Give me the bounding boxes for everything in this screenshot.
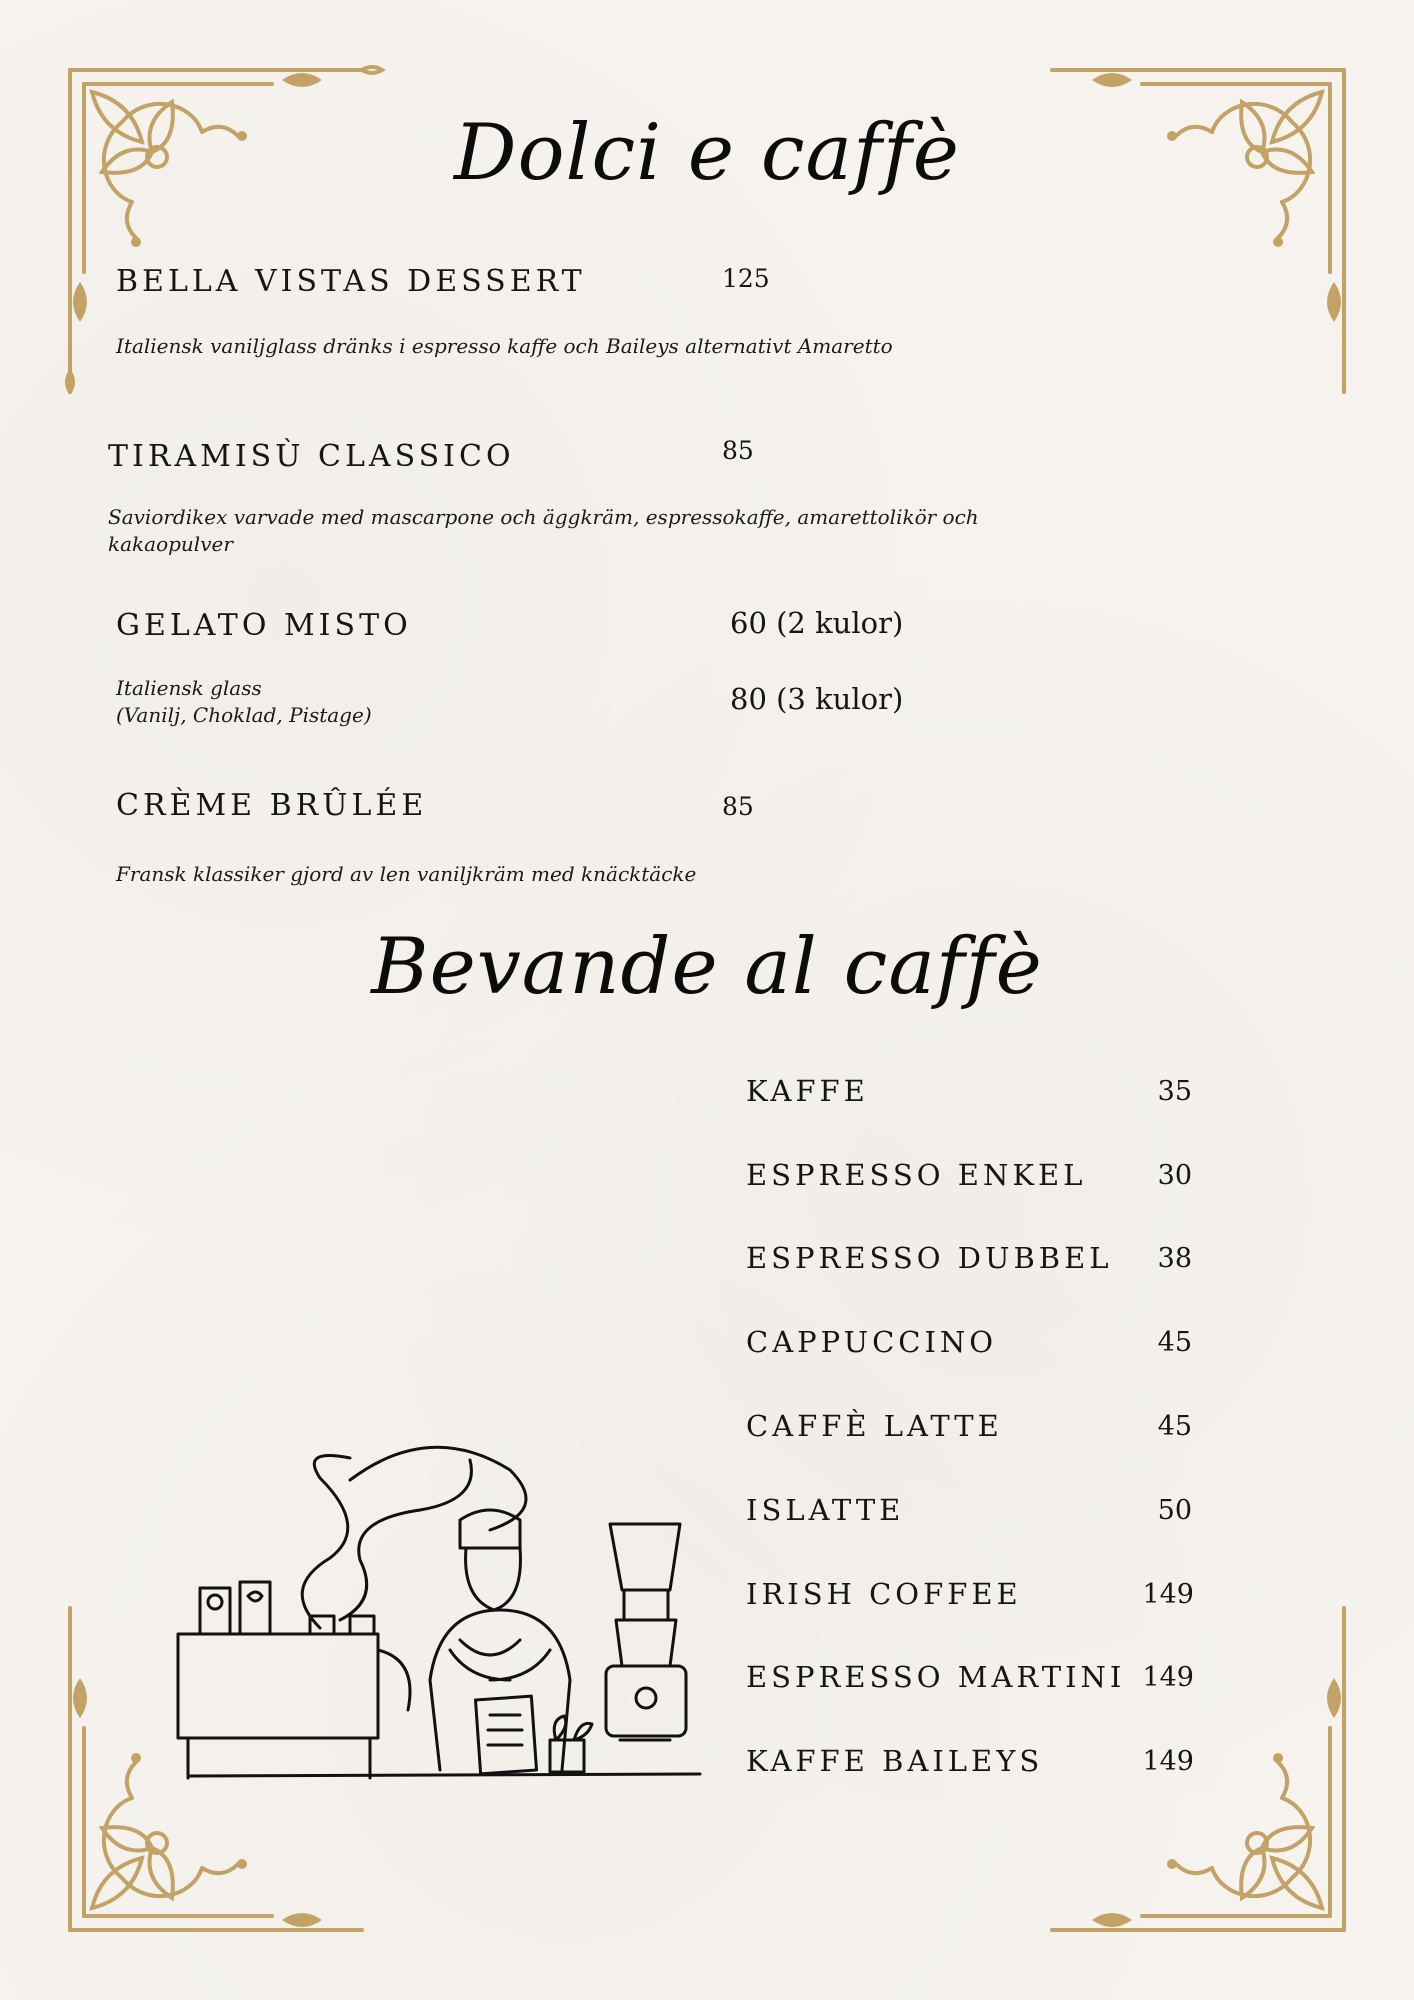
dessert-name-gelato: GELATO MISTO bbox=[116, 608, 412, 643]
dessert-price-creme-brulee: 85 bbox=[722, 792, 754, 821]
dessert-price-gelato-2: 60 (2 kulor) bbox=[730, 606, 904, 640]
dessert-price-gelato-3: 80 (3 kulor) bbox=[730, 682, 904, 716]
drink-price: 45 bbox=[1157, 1327, 1192, 1358]
drink-name: KAFFE bbox=[746, 1074, 869, 1108]
dessert-desc-tiramisu-line1: Saviordikex varvade med mascarpone och äggkräm, espressokaffe, amarettolikör och bbox=[108, 505, 979, 529]
dessert-name-tiramisu: TIRAMISÙ CLASSICO bbox=[108, 439, 515, 474]
dessert-desc-gelato-line2: (Vanilj, Choklad, Pistage) bbox=[116, 703, 372, 727]
drink-name: KAFFE BAILEYS bbox=[746, 1744, 1044, 1778]
drink-price: 38 bbox=[1157, 1243, 1192, 1274]
drink-name: ESPRESSO DUBBEL bbox=[746, 1241, 1113, 1275]
dessert-price-bella-vistas: 125 bbox=[722, 264, 770, 293]
dessert-desc-creme-brulee: Fransk klassiker gjord av len vaniljkräm med knäcktäcke bbox=[116, 862, 697, 886]
drinks-title: Bevande al caffè bbox=[371, 922, 1043, 1012]
dessert-name-bella-vistas: BELLA VISTAS DESSERT bbox=[116, 264, 586, 299]
dessert-desc-gelato-line1: Italiensk glass bbox=[116, 676, 262, 700]
drink-name: ESPRESSO ENKEL bbox=[746, 1158, 1087, 1192]
drink-price: 30 bbox=[1157, 1160, 1192, 1191]
drink-price: 35 bbox=[1157, 1076, 1192, 1107]
drink-price: 50 bbox=[1157, 1495, 1192, 1526]
barista-illustration bbox=[170, 1440, 710, 1790]
drink-name: CAPPUCCINO bbox=[746, 1325, 998, 1359]
drink-price: 149 bbox=[1142, 1579, 1194, 1610]
desserts-title: Dolci e caffè bbox=[454, 108, 960, 198]
drink-price: 149 bbox=[1142, 1662, 1194, 1693]
drink-name: IRISH COFFEE bbox=[746, 1577, 1022, 1611]
drink-price: 149 bbox=[1142, 1746, 1194, 1777]
dessert-desc-tiramisu-line2: kakaopulver bbox=[108, 532, 233, 556]
drink-name: CAFFÈ LATTE bbox=[746, 1409, 1003, 1443]
drink-price: 45 bbox=[1157, 1411, 1192, 1442]
dessert-price-tiramisu: 85 bbox=[722, 436, 754, 465]
dessert-desc-bella-vistas: Italiensk vaniljglass dränks i espresso kaffe och Baileys alternativt Amaretto bbox=[116, 334, 893, 358]
drink-name: ISLATTE bbox=[746, 1493, 905, 1527]
dessert-name-creme-brulee: CRÈME BRÛLÉE bbox=[116, 788, 428, 823]
drink-name: ESPRESSO MARTINI bbox=[746, 1660, 1126, 1694]
